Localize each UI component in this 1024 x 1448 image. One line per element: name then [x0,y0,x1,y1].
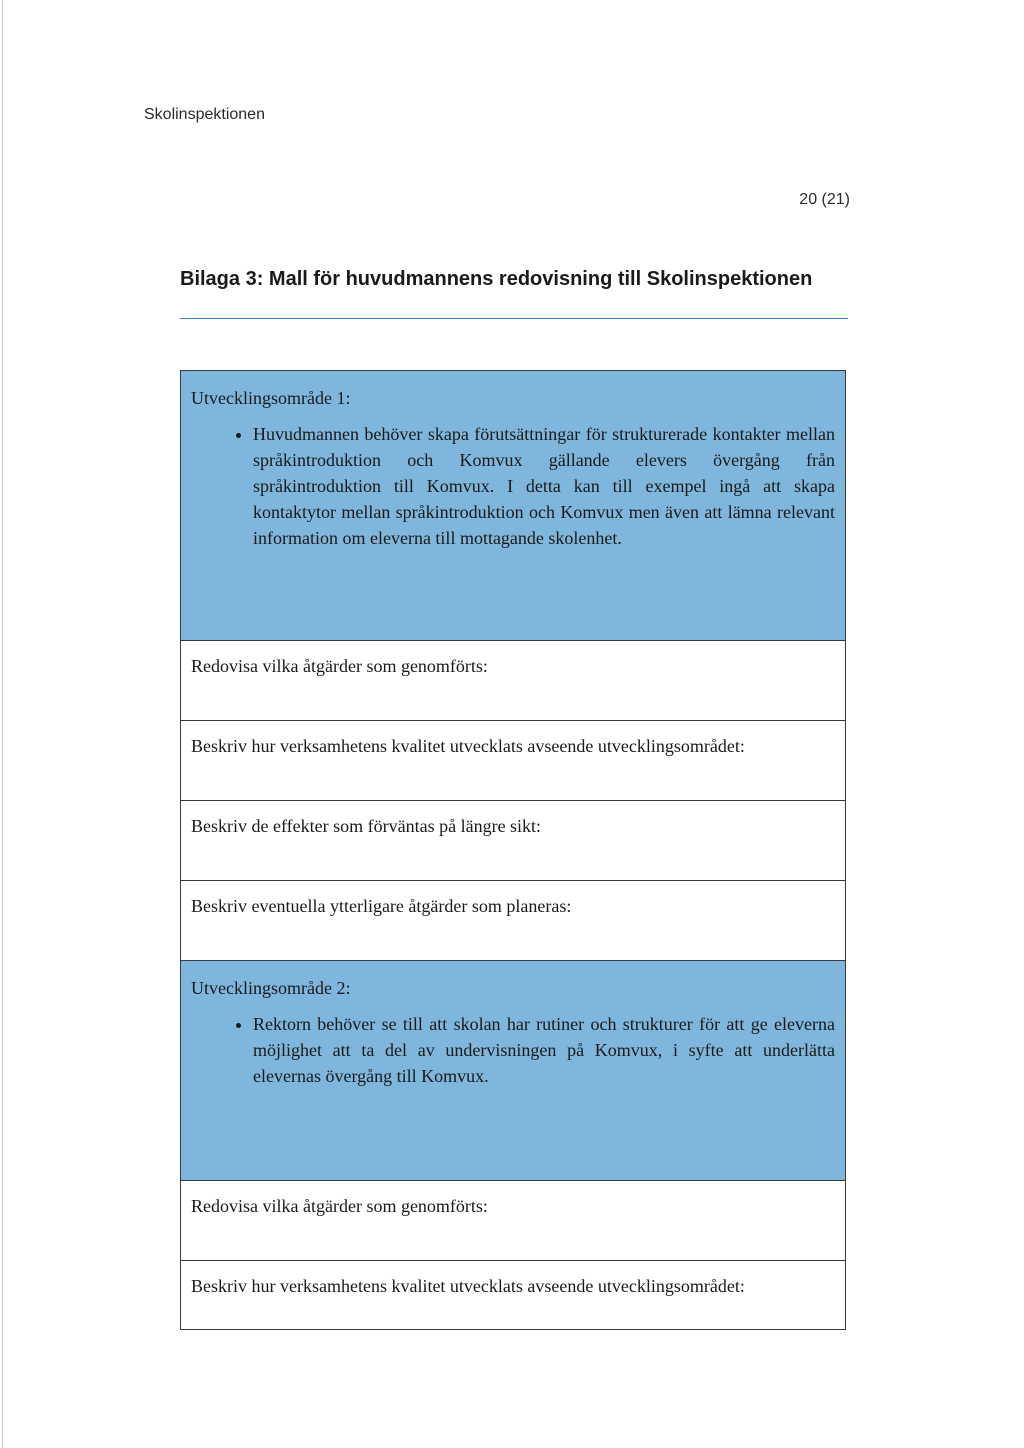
development-area-1-bullet: • Huvudmannen behöver skapa förutsättningar för strukturerade kontakter mellan språkintroduktion och Komvux gällande elevers övergång från språkintroduktion till Komvux. I detta kan till exempel ingå att skapa kontaktytor mellan språkintroduktion och Komvux men även att lämna relevant information om eleverna till mottagande skolenhet. [253,421,835,551]
area-1-question-actions[interactable]: Redovisa vilka åtgärder som genomförts: [181,641,845,721]
development-area-1 [181,371,845,641]
development-area-2 [181,961,845,1181]
development-area-2-heading: Utvecklingsområde 2: [191,978,351,998]
area-1-question-effects[interactable]: Beskriv de effekter som förväntas på längre sikt: [181,801,845,881]
development-area-2-bullet: • Rektorn behöver se till att skolan har rutiner och strukturer för att ge eleverna möjlighet att ta del av undervisningen på Komvux, i syfte att underlätta elevernas övergång till Komvux. [253,1011,835,1089]
report-template-form [180,370,846,1330]
page-edge-line [2,0,3,1448]
development-area-1-list [191,421,835,551]
page-title: Bilaga 3: Mall för huvudmannens redovisning till Skolinspektionen [180,268,813,290]
area-1-question-planned[interactable]: Beskriv eventuella ytterligare åtgärder som planeras: [181,881,845,961]
area-1-question-quality[interactable]: Beskriv hur verksamhetens kvalitet utvecklats avseende utvecklingsområdet: [181,721,845,801]
area-2-question-actions[interactable]: Redovisa vilka åtgärder som genomförts: [181,1181,845,1261]
development-area-2-list [191,1011,835,1089]
area-2-question-quality[interactable]: Beskriv hur verksamhetens kvalitet utvecklats avseende utvecklingsområdet: [181,1261,845,1329]
title-divider [180,318,848,319]
header-organization: Skolinspektionen [144,106,265,123]
development-area-1-heading: Utvecklingsområde 1: [191,388,351,408]
page-number: 20 (21) [799,191,850,208]
